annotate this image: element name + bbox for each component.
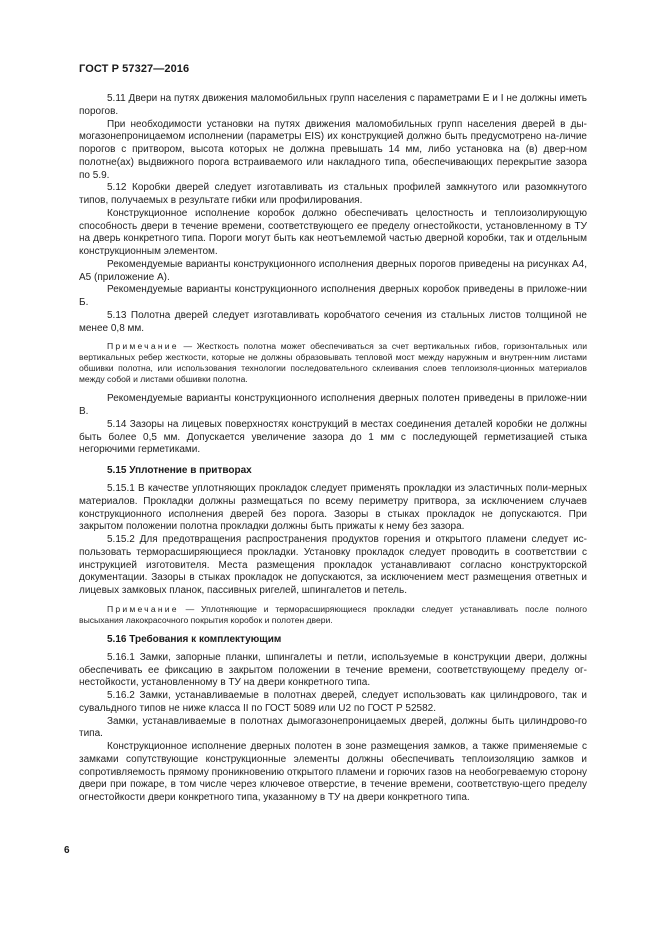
- note-text: — Уплотняющие и терморасширяющиеся прокладки следует устанавливать после полного высыхания лакокрасочного покрытия коробок и полотен двери.: [79, 603, 587, 625]
- note-seals: [79, 604, 587, 626]
- paragraph-thresholds-variants: Рекомендуемые варианты конструкционного исполнения дверных порогов приведены на рисунках А4, А5 (приложение А).: [79, 258, 587, 283]
- paragraph-frames-variants: Рекомендуемые варианты конструкционного исполнения дверных коробок приведены в приложе-нии Б.: [79, 284, 587, 308]
- section-heading-5-15: 5.15 Уплотнение в притворах: [107, 465, 252, 476]
- paragraph-5-16-2: 5.16.2 Замки, устанавливаемые в полотнах дверей, следует использовать как цилиндрового, так и сувальдного типов не ниже класса II по ГОСТ 5089 или U2 по ГОСТ Р 52582.: [79, 690, 587, 714]
- page-number: 6: [64, 845, 70, 856]
- document-header: ГОСТ Р 57327—2016: [79, 63, 190, 75]
- paragraph-thresholds: При необходимости установки на путях движения маломобильных групп населения дверей в ды-могазонепроницаемом исполнении (параметры EIS) их конструкцией должно быть предусмотрено на-личие порогов с притвором, высота которых не должна превышать 14 мм, либо установка на (в) двер-ном полотне(ах) выдвижного порога встраиваемого или накладного типа, обеспечивающих перекрытие зазора по 5.9.: [79, 118, 587, 181]
- paragraph-lock-zone: Конструкционное исполнение дверных полотен в зоне размещения замков, а также применяемые с замками сопутствующие конструкционные элементы должны обеспечивать теплоизоляцию замков и сопротивляемость прямому проникновению открытого пламени и горючих газов на необогреваемую сторону двери при пожаре, в том числе через ключевое отверстие, в течение времени, соответствую-щего пределу огнестойкости двери конкретного типа, указанному в ТУ на двери конкретного типа.: [79, 741, 587, 803]
- paragraph-5-16-1: 5.16.1 Замки, запорные планки, шпингалеты и петли, используемые в конструкции двери, должны обеспечивать ее фиксацию в закрытом положении в течение времени, соответствующему пределу ог-нестойкости, установленному в ТУ на двери конкретного типа.: [79, 651, 587, 689]
- note-leaf-stiffness: [79, 341, 587, 385]
- paragraph-5-15-1: 5.15.1 В качестве уплотняющих прокладок следует применять прокладки из эластичных поли-мерных материалов. Прокладки должны размещаться по всему периметру притвора, за исключением случаев конструкционного исполнения дверей без порога. Зазоры в стыках прокладок не допускаются. При закрытом положении полотна прокладки должны быть прижаты к нему без зазора.: [79, 483, 587, 533]
- paragraph-5-13: 5.13 Полотна дверей следует изготавливать коробчатого сечения из стальных листов толщиной не менее 0,8 мм.: [79, 309, 587, 334]
- paragraph-5-15-2: 5.15.2 Для предотвращения распространения продуктов горения и открытого пламени следует ис-пользовать терморасширяющиеся прокладки. Установку прокладок следует проводить в соответствии с инструкцией изготовителя. Места размещения прокладок устанавливают согласно конструкторской документации. Зазоры в стыках прокладок не допускаются, за исключением мест размещения ответных и лицевых замковых планок, пассивных ригелей, шпингалетов и петель.: [79, 534, 587, 596]
- note-label: Примечание: [107, 603, 179, 614]
- paragraph-5-11: 5.11 Двери на путях движения маломобильных групп населения с параметрами Е и I не должны иметь порогов.: [79, 93, 587, 117]
- paragraph-cylinder-locks: Замки, устанавливаемые в полотнах дымогазонепроницаемых дверей, должны быть цилиндрово-го типа.: [79, 715, 587, 740]
- paragraph-frames-design: Конструкционное исполнение коробок должно обеспечивать целостность и теплоизолирующую способность двери в течение времени, соответствующего ее пределу огнестойкости, установленному в ТУ на дверь конкретного типа. Пороги могут быть как неотъемлемой частью дверной коробки, так и отдельным конструкционным элементом.: [79, 207, 587, 257]
- paragraph-5-12: 5.12 Коробки дверей следует изготавливать из стальных профилей замкнутого или разомкнутого типов, получаемых в результате гибки или профилирования.: [79, 182, 587, 206]
- note-label: Примечание: [107, 341, 179, 352]
- document-body: [79, 93, 587, 805]
- note-text: — Жесткость полотна может обеспечиваться за счет вертикальных гибов, горизонтальных или вертикальных ребер жесткости, которые не должны образовывать тепловой мост между наружным и внутрен-ним листами обшивки полотна, или использования технологии последовательного склеивания слоев теплоизоля-ционных материалов между собой и листами обшивки полотна.: [79, 341, 587, 385]
- paragraph-5-14: 5.14 Зазоры на лицевых поверхностях конструкций в местах соединения деталей коробки не должны быть более 0,5 мм. Допускается увеличение зазора до 1 мм с последующей герметизацией стыка негорючими герметиками.: [79, 418, 587, 456]
- section-heading-5-16: 5.16 Требования к комплектующим: [107, 633, 282, 645]
- paragraph-leaves-variants: Рекомендуемые варианты конструкционного исполнения дверных полотен приведены в приложе-нии В.: [79, 393, 587, 417]
